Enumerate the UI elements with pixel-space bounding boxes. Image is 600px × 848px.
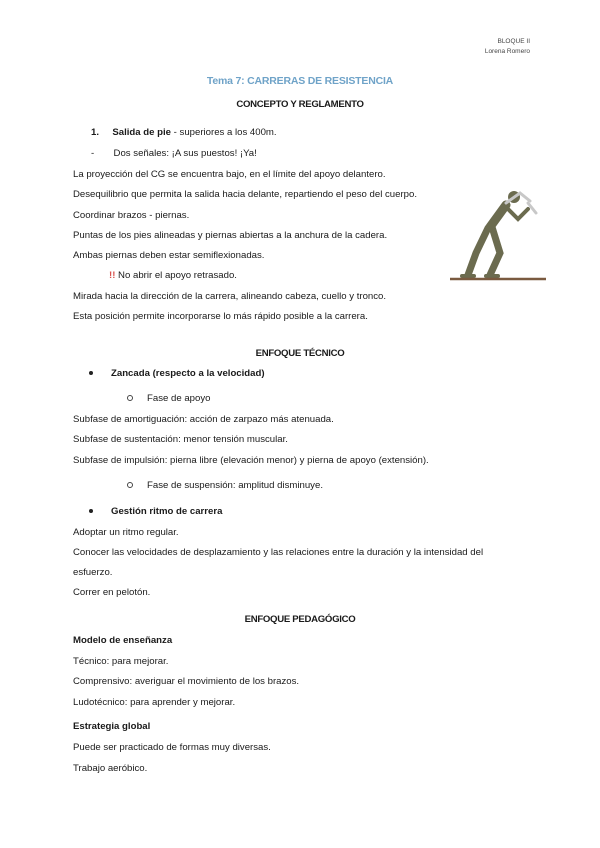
paragraph-line: Mirada hacia la dirección de la carrera, alineando cabeza, cuello y tronco. <box>73 291 387 302</box>
sub-bullet-item <box>127 393 210 404</box>
item-bold-label: Salida de pie <box>112 127 172 138</box>
bullet-text: Zancada (respecto a la velocidad) <box>111 368 265 379</box>
paragraph-line: Trabajo aeróbico. <box>73 763 148 774</box>
section-pedagogico-heading: ENFOQUE PEDAGÓGICO <box>244 614 356 625</box>
numbered-item <box>91 127 277 138</box>
paragraph-line: Adoptar un ritmo regular. <box>73 527 179 538</box>
subheading-modelo: Modelo de enseñanza <box>73 635 173 646</box>
paragraph-line: Ambas piernas deben estar semiflexionadas. <box>73 250 265 261</box>
warning-line <box>109 270 237 281</box>
paragraph-line: Conocer las velocidades de desplazamiento y las relaciones entre la duración y la intensidad del <box>73 547 484 558</box>
warning-text: No abrir el apoyo retrasado. <box>115 270 237 281</box>
bullet-text: Gestión ritmo de carrera <box>111 506 223 517</box>
paragraph-line: Ludotécnico: para aprender y mejorar. <box>73 697 236 708</box>
runner-start-illustration <box>448 183 548 288</box>
dash-item <box>91 148 257 159</box>
paragraph-line: Puede ser practicado de formas muy diversas. <box>73 742 271 753</box>
paragraph-line: Subfase de amortiguación: acción de zarpazo más atenuada. <box>73 414 334 425</box>
paragraph-line: Puntas de los pies alineadas y piernas abiertas a la anchura de la cadera. <box>73 230 388 241</box>
paragraph-line: Correr en pelotón. <box>73 587 151 598</box>
paragraph-line: Comprensivo: averiguar el movimiento de los brazos. <box>73 676 300 687</box>
circle-bullet-icon <box>127 482 133 488</box>
bullet-item <box>89 368 265 379</box>
sub-bullet-text: Fase de apoyo <box>147 393 211 404</box>
page-title: Tema 7: CARRERAS DE RESISTENCIA <box>206 75 394 87</box>
paragraph-line: esfuerzo. <box>73 567 113 578</box>
paragraph-line: Técnico: para mejorar. <box>73 656 169 667</box>
section-tecnico-heading: ENFOQUE TÉCNICO <box>255 348 345 359</box>
bullet-dot-icon <box>89 509 93 513</box>
paragraph-line: Esta posición permite incorporarse lo más rápido posible a la carrera. <box>73 311 368 322</box>
circle-bullet-icon <box>127 395 133 401</box>
sub-bullet-item <box>127 480 323 491</box>
warning-mark: !! <box>109 270 116 281</box>
subheading-estrategia: Estrategia global <box>73 721 151 732</box>
sub-bullet-text: Fase de suspensión: amplitud disminuye. <box>147 480 323 491</box>
header-bloque: BLOQUE II <box>497 38 530 45</box>
section-concepto-heading: CONCEPTO Y REGLAMENTO <box>236 99 364 110</box>
item-rest: - superiores a los 400m. <box>171 127 277 138</box>
paragraph-line: Subfase de sustentación: menor tensión muscular. <box>73 434 288 445</box>
bullet-item <box>89 506 222 517</box>
paragraph-line: La proyección del CG se encuentra bajo, en el límite del apoyo delantero. <box>73 169 386 180</box>
header-author: Lorena Romero <box>484 48 530 55</box>
dash-mark: - <box>91 148 95 159</box>
bullet-dot-icon <box>89 371 93 375</box>
paragraph-line: Coordinar brazos - piernas. <box>73 210 190 221</box>
dash-text: Dos señales: ¡A sus puestos! ¡Ya! <box>113 148 257 159</box>
paragraph-line: Subfase de impulsión: pierna libre (elevación menor) y pierna de apoyo (extensión). <box>73 455 429 466</box>
paragraph-line: Desequilibrio que permita la salida hacia delante, repartiendo el peso del cuerpo. <box>73 189 417 200</box>
item-number: 1. <box>91 127 100 138</box>
